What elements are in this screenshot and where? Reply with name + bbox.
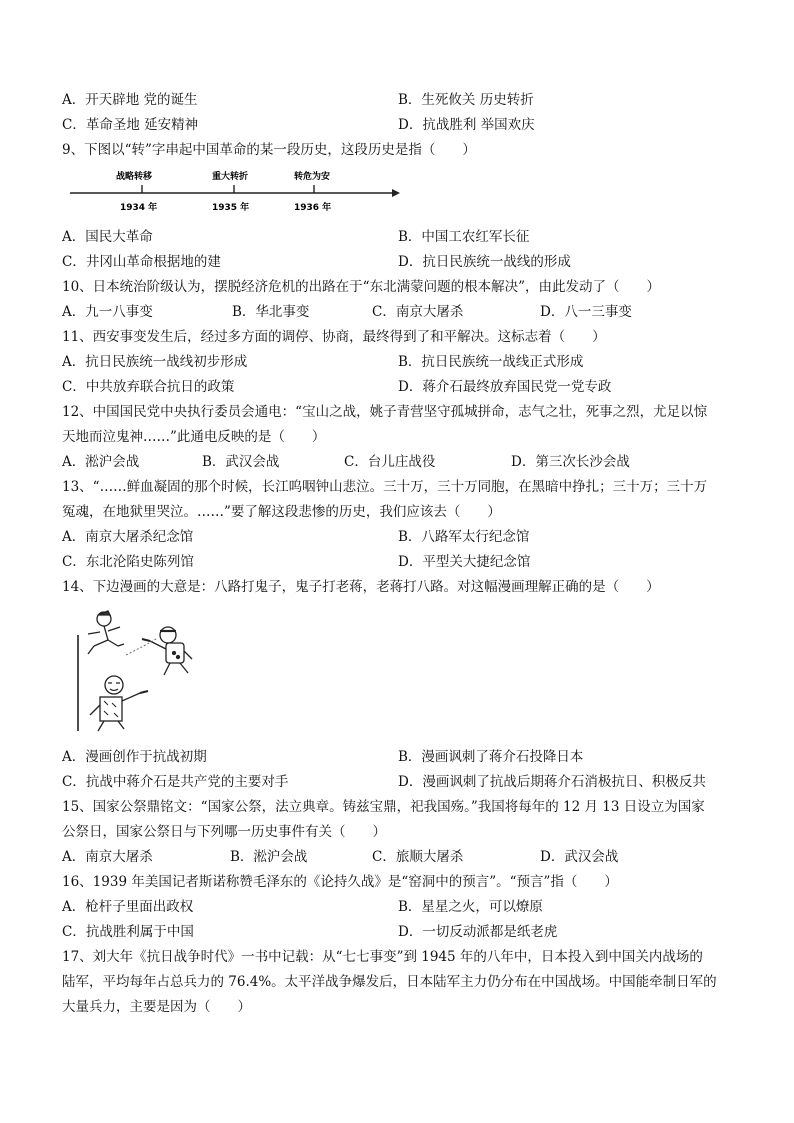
q14-option-c[interactable]: C．抗战中蒋介石是共产党的主要对手	[62, 774, 289, 790]
q8-option-a[interactable]: A．开天辟地 党的诞生	[62, 92, 198, 108]
q13-stem-line-1: 13、“……鲜血凝固的那个时候，长江呜咽钟山悲泣。三十万，三十万同胞，在黑暗中挣扎；三十万；三十万	[62, 479, 708, 495]
q10-option-b[interactable]: B．华北事变	[232, 304, 310, 320]
q12-option-c[interactable]: C．台儿庄战役	[344, 454, 436, 470]
q14-option-b[interactable]: B．漫画讽刺了蒋介石投降日本	[398, 749, 584, 765]
q9-stem: 9、下图以“转”字串起中国革命的某一段历史，这段历史是指（ ）	[62, 142, 476, 158]
timeline-label-2: 重大转折	[212, 172, 249, 182]
q8-option-c[interactable]: C．革命圣地 延安精神	[62, 117, 199, 133]
q14-option-a[interactable]: A．漫画创作于抗战初期	[62, 749, 207, 765]
cartoon-motion-line	[126, 639, 156, 655]
q17-stem-line-3: 大量兵力，主要是因为（ ）	[62, 999, 251, 1015]
q10-option-a[interactable]: A．九一八事变	[62, 304, 153, 320]
q14-stem: 14、下边漫画的大意是：八路打鬼子，鬼子打老蒋，老蒋打八路。对这幅漫画理解正确的是（ ）	[62, 579, 660, 595]
q13-option-b[interactable]: B．八路军太行纪念馆	[398, 529, 530, 545]
timeline-label-3: 转危为安	[294, 172, 331, 182]
q13-option-a[interactable]: A．南京大屠杀纪念馆	[62, 529, 194, 545]
q15-stem-line-2: 公祭日，国家公祭日与下列哪一历史事件有关（ ）	[62, 824, 386, 840]
q10-option-c[interactable]: C．南京大屠杀	[372, 304, 464, 320]
q11-stem: 11、西安事变发生后，经过多方面的调停、协商，最终得到了和平解决。这标志着（ ）	[62, 329, 606, 345]
q15-option-b[interactable]: B．淞沪会战	[230, 849, 308, 865]
q13-option-c[interactable]: C．东北沦陷史陈列馆	[62, 554, 194, 570]
q15-stem-line-1: 15、国家公祭鼎铭文：“国家公祭，法立典章。铸兹宝鼎，祀我国殇。”我国将每年的 12 月 13 日设立为国家	[62, 799, 705, 815]
q10-stem: 10、日本统治阶级认为，摆脱经济危机的出路在于“东北满蒙问题的根本解决”，由此发动了（ ）	[62, 279, 660, 295]
timeline-year-1936: 1936 年	[294, 203, 332, 213]
q9-option-b[interactable]: B．中国工农红军长征	[398, 229, 530, 245]
q16-stem: 16、1939 年美国记者斯诺称赞毛泽东的《论持久战》是“窑洞中的预言”。“预言”指（ ）	[62, 874, 618, 890]
q10-option-d[interactable]: D．八一三事变	[540, 304, 632, 320]
q13-option-d[interactable]: D．平型关大捷纪念馆	[398, 554, 531, 570]
q12-option-d[interactable]: D．第三次长沙会战	[511, 454, 630, 470]
q11-option-d[interactable]: D．蒋介石最终放弃国民党一党专政	[398, 379, 612, 395]
cartoon-figure-chiang	[90, 676, 148, 731]
q16-option-d[interactable]: D．一切反动派都是纸老虎	[398, 924, 558, 940]
q17-stem-line-1: 17、刘大年《抗日战争时代》一书中记载：从“七七事变”到 1945 年的八年中，日本投入到中国关内战场的	[62, 949, 703, 965]
q17-stem-line-2: 陆军，平均每年占总兵力的 76.4%。太平洋战争爆发后，日本陆军主力仍分布在中国战场。中国能牵制日军的	[62, 974, 717, 990]
q11-option-c[interactable]: C．中共放弃联合抗日的政策	[62, 379, 235, 395]
q16-option-b[interactable]: B．星星之火，可以燎原	[398, 899, 543, 915]
q12-option-a[interactable]: A．淞沪会战	[62, 454, 140, 470]
q16-option-a[interactable]: A．枪杆子里面出政权	[62, 899, 194, 915]
q8-option-d[interactable]: D．抗战胜利 举国欢庆	[398, 117, 535, 133]
q12-stem-line-2: 天地而泣鬼神……”此通电反映的是（ ）	[62, 429, 326, 445]
cartoon-figure-eighth-route	[88, 611, 124, 654]
q9-option-c[interactable]: C．井冈山革命根据地的建	[62, 254, 221, 270]
cartoon-figure-japanese-soldier	[142, 627, 192, 675]
q11-option-a[interactable]: A．抗日民族统一战线初步形成	[62, 354, 248, 370]
q13-stem-line-2: 冤魂，在地狱里哭泣。……”要了解这段悲惨的历史，我们应该去（ ）	[62, 504, 501, 520]
cartoon-illustration	[70, 605, 210, 735]
q11-option-b[interactable]: B．抗日民族统一战线正式形成	[398, 354, 584, 370]
timeline-label-1: 战略转移	[116, 172, 153, 182]
q15-option-a[interactable]: A．南京大屠杀	[62, 849, 153, 865]
q16-option-c[interactable]: C．抗战胜利属于中国	[62, 924, 194, 940]
q12-stem-line-1: 12、中国国民党中央执行委员会通电：“宝山之战，姚子青营坚守孤城拼命，志气之壮，死事之烈，尤足以惊	[62, 404, 708, 420]
turning-timeline-figure	[62, 165, 402, 217]
q9-option-a[interactable]: A．国民大革命	[62, 229, 153, 245]
q9-option-d[interactable]: D．抗日民族统一战线的形成	[398, 254, 571, 270]
q15-option-c[interactable]: C．旅顺大屠杀	[372, 849, 464, 865]
timeline-arrow-icon	[392, 189, 400, 197]
q12-option-b[interactable]: B．武汉会战	[202, 454, 280, 470]
timeline-year-1934: 1934 年	[120, 203, 158, 213]
q14-option-d[interactable]: D．漫画讽刺了抗战后期蒋介石消极抗日、积极反共	[398, 774, 706, 790]
q15-option-d[interactable]: D．武汉会战	[540, 849, 619, 865]
timeline-year-1935: 1935 年	[212, 203, 250, 213]
q8-option-b[interactable]: B．生死攸关 历史转折	[398, 92, 534, 108]
